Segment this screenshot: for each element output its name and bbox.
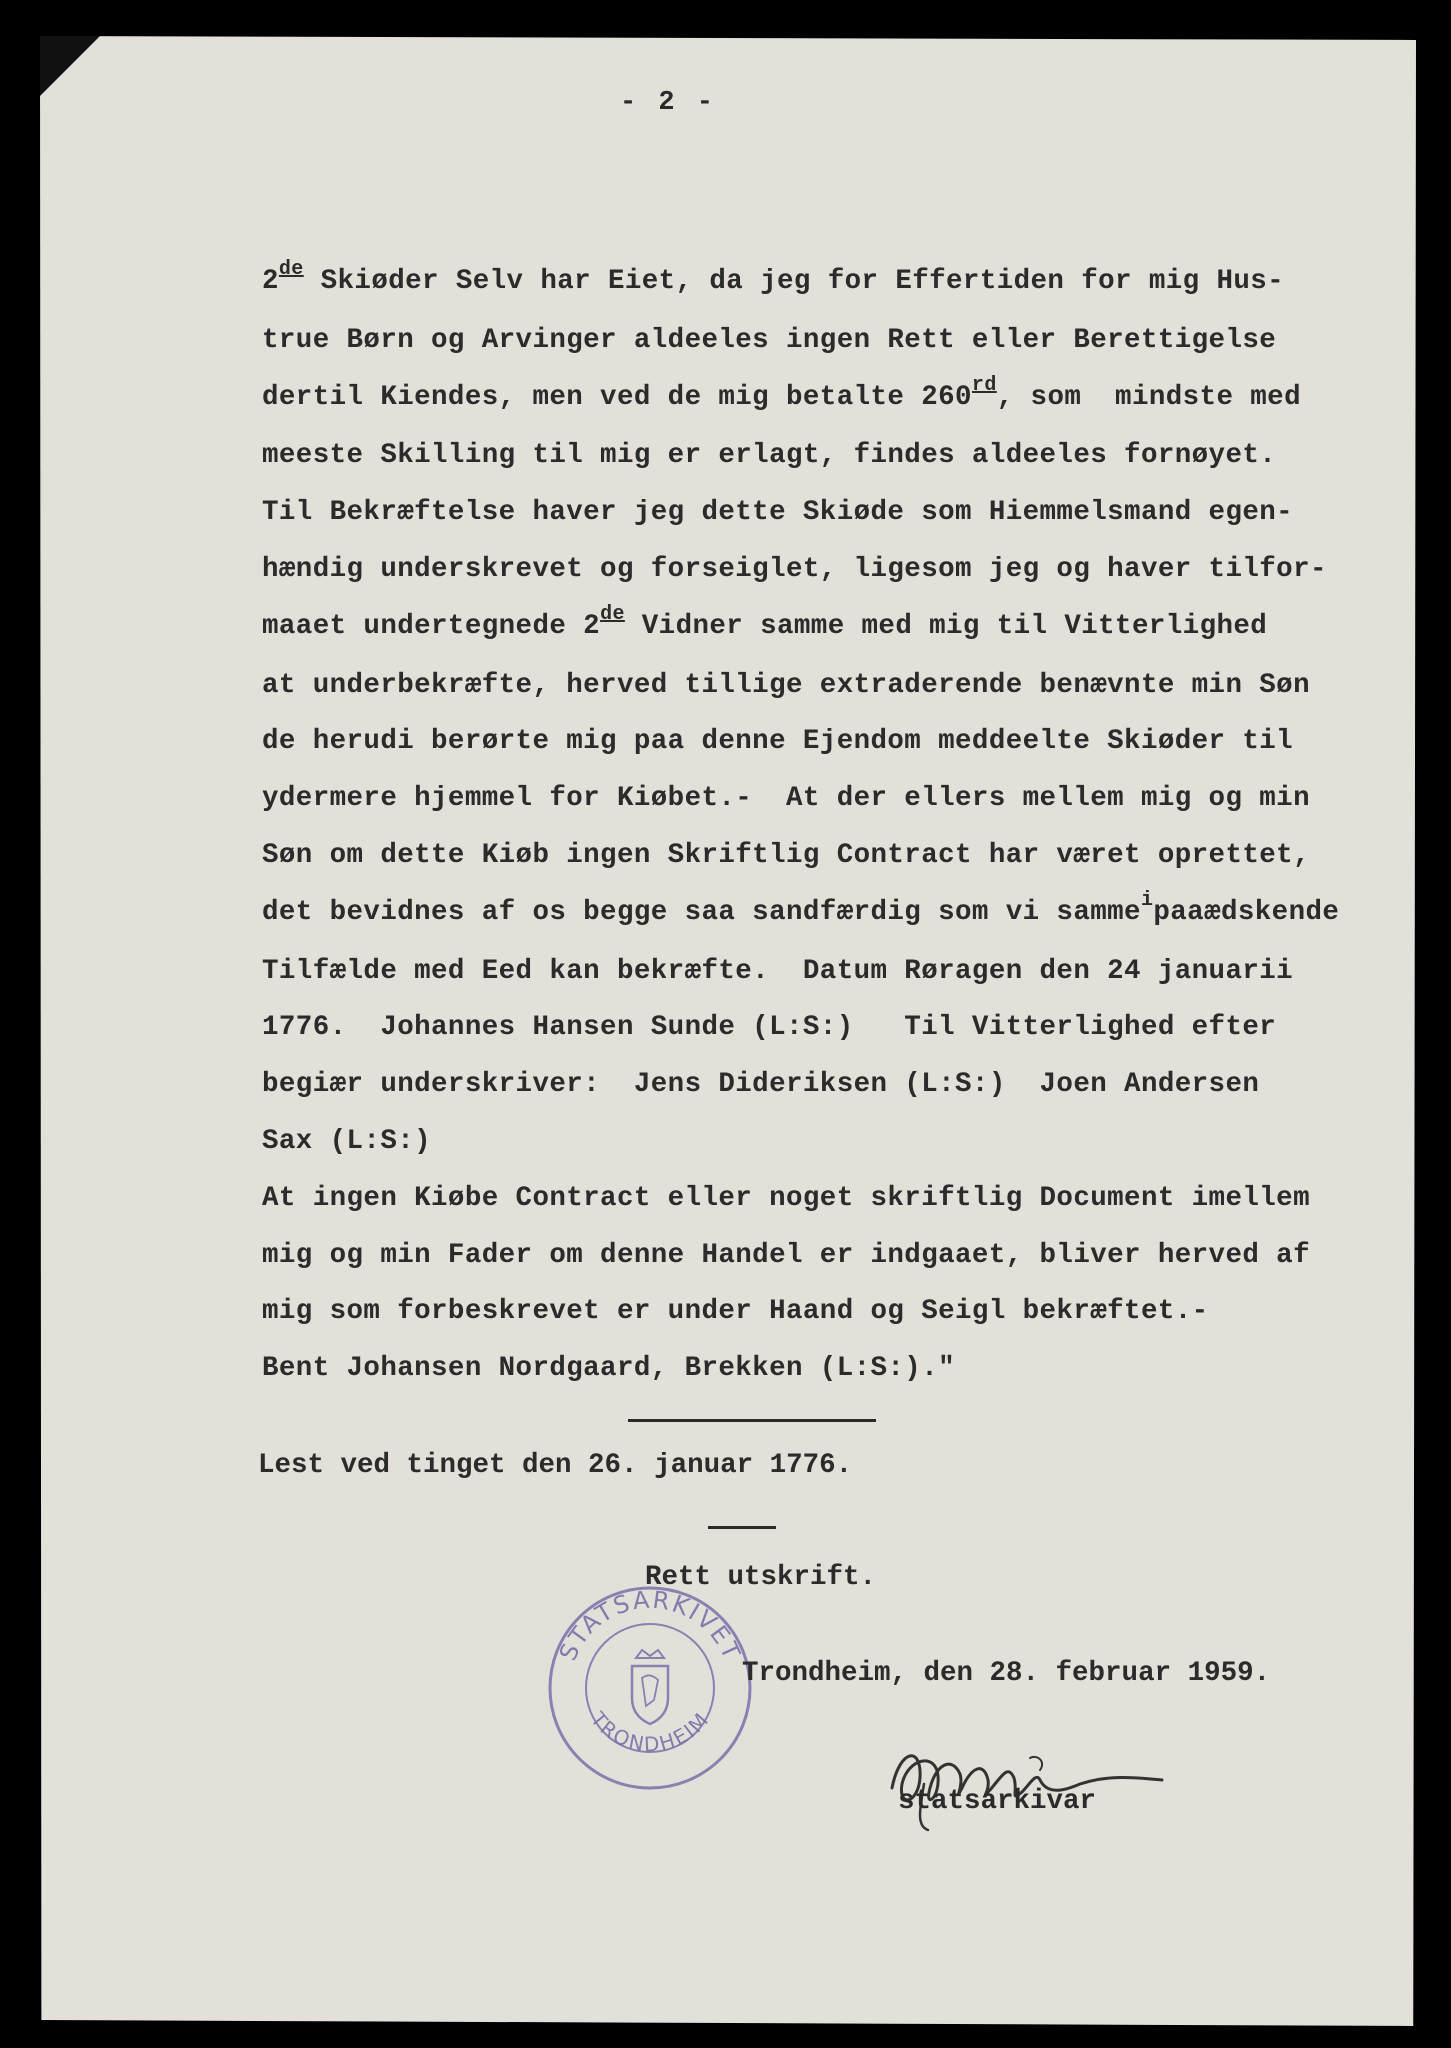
- body-line-text: 1776. Johannes Hansen Sunde (L:S:) Til Vitterlighed efter: [262, 1012, 1277, 1044]
- body-line-text: det bevidnes af os begge saa sandfærdig som vi samme: [262, 896, 1141, 928]
- body-line-text: at underbekræfte, herved tillige extraderende benævnte min Søn: [262, 669, 1310, 701]
- body-line: [262, 885, 1340, 944]
- body-line-text: Tilfælde med Eed kan bekræfte. Datum Røragen den 24 januarii: [262, 955, 1294, 987]
- body-line: [262, 428, 1322, 485]
- body-line-text: mig som forbeskrevet er under Haand og Seigl bekræftet.-: [262, 1296, 1209, 1328]
- body-line-text: hændig underskrevet og forseiglet, ligesom jeg og haver tilfor-: [262, 553, 1327, 585]
- body-line: [262, 1171, 1322, 1228]
- body-line: [262, 313, 1322, 370]
- place-and-date: Trondheim, den 28. februar 1959.: [742, 1658, 1271, 1689]
- separator-rule-short: [708, 1526, 776, 1529]
- body-line-text: paaædskende: [1153, 896, 1340, 928]
- body-line-text: begiær underskriver: Jens Dideriksen (L:S:) Joen Andersen: [262, 1069, 1260, 1101]
- body-line-text: ydermere hjemmel for Kiøbet.- At der ellers mellem mig og min: [262, 783, 1310, 815]
- body-line-text: Søn om dette Kiøb ingen Skriftlig Contract har været oprettet,: [262, 839, 1310, 871]
- body-line-text: Skiøder Selv har Eiet, da jeg for Effertiden for mig Hus-: [303, 266, 1285, 297]
- read-notice: Lest ved tinget den 26. januar 1776.: [258, 1450, 853, 1481]
- body-line: [262, 658, 1322, 715]
- superscript: i: [1140, 888, 1154, 912]
- superscript: de: [600, 602, 625, 626]
- certification-text: Rett utskrift.: [645, 1562, 877, 1593]
- body-line-text: Sax (L:S:): [262, 1125, 432, 1157]
- body-line-text: At ingen Kiøbe Contract eller noget skriftlig Document imellem: [262, 1182, 1310, 1214]
- signer-role: statsarkivar: [898, 1786, 1097, 1817]
- separator-rule-long: [628, 1419, 876, 1422]
- body-line-text: Til Bekræftelse haver jeg dette Skiøde som Hiemmelsmand egen-: [262, 497, 1294, 529]
- superscript: de: [278, 258, 304, 281]
- handwritten-signature: [880, 1718, 1170, 1838]
- body-line: [262, 485, 1322, 542]
- body-line: [262, 1114, 1322, 1171]
- body-line: [262, 1341, 1322, 1398]
- superscript: rd: [971, 373, 997, 397]
- body-line-text: 2: [262, 266, 279, 297]
- body-line: [262, 1057, 1322, 1114]
- body-line: [262, 771, 1322, 828]
- transcript-body: [262, 254, 1340, 1398]
- body-line: [262, 828, 1322, 885]
- body-line: [262, 599, 1322, 658]
- body-line: [262, 944, 1322, 1001]
- body-line-text: Vidner samme med mig til Vitterlighed: [624, 610, 1268, 642]
- archive-stamp: [540, 1578, 760, 1798]
- body-line: [262, 542, 1327, 599]
- stamp-top-text: STATSARKIVET: [553, 1585, 747, 1665]
- body-line: [262, 1228, 1322, 1285]
- body-line: [262, 714, 1322, 771]
- page-number: - 2 -: [620, 88, 717, 118]
- body-line: [262, 254, 1322, 313]
- body-line-text: dertil Kiendes, men ved de mig betalte 260: [262, 381, 972, 413]
- body-line: [262, 1000, 1322, 1057]
- body-line-text: de herudi berørte mig paa denne Ejendom meddeelte Skiøder til: [262, 726, 1294, 758]
- svg-text:TRONDHEIM: [585, 1707, 714, 1757]
- body-line: [262, 1284, 1322, 1341]
- body-line-text: mig og min Fader om denne Handel er indgaaet, bliver herved af: [262, 1239, 1310, 1271]
- body-line-text: Bent Johansen Nordgaard, Brekken (L:S:).": [262, 1353, 956, 1385]
- body-line-text: meeste Skilling til mig er erlagt, findes aldeeles fornøyet.: [262, 440, 1277, 472]
- body-line-text: true Børn og Arvinger aldeeles ingen Rett eller Berettigelse: [262, 324, 1277, 356]
- body-line-text: , som mindste med: [996, 381, 1301, 413]
- svg-text:STATSARKIVET: [554, 1586, 747, 1665]
- stamp-bottom-text: TRONDHEIM: [586, 1707, 715, 1757]
- body-line-text: maaet undertegnede 2: [262, 610, 601, 642]
- coat-of-arms-icon: [632, 1650, 668, 1724]
- body-line: [262, 370, 1322, 429]
